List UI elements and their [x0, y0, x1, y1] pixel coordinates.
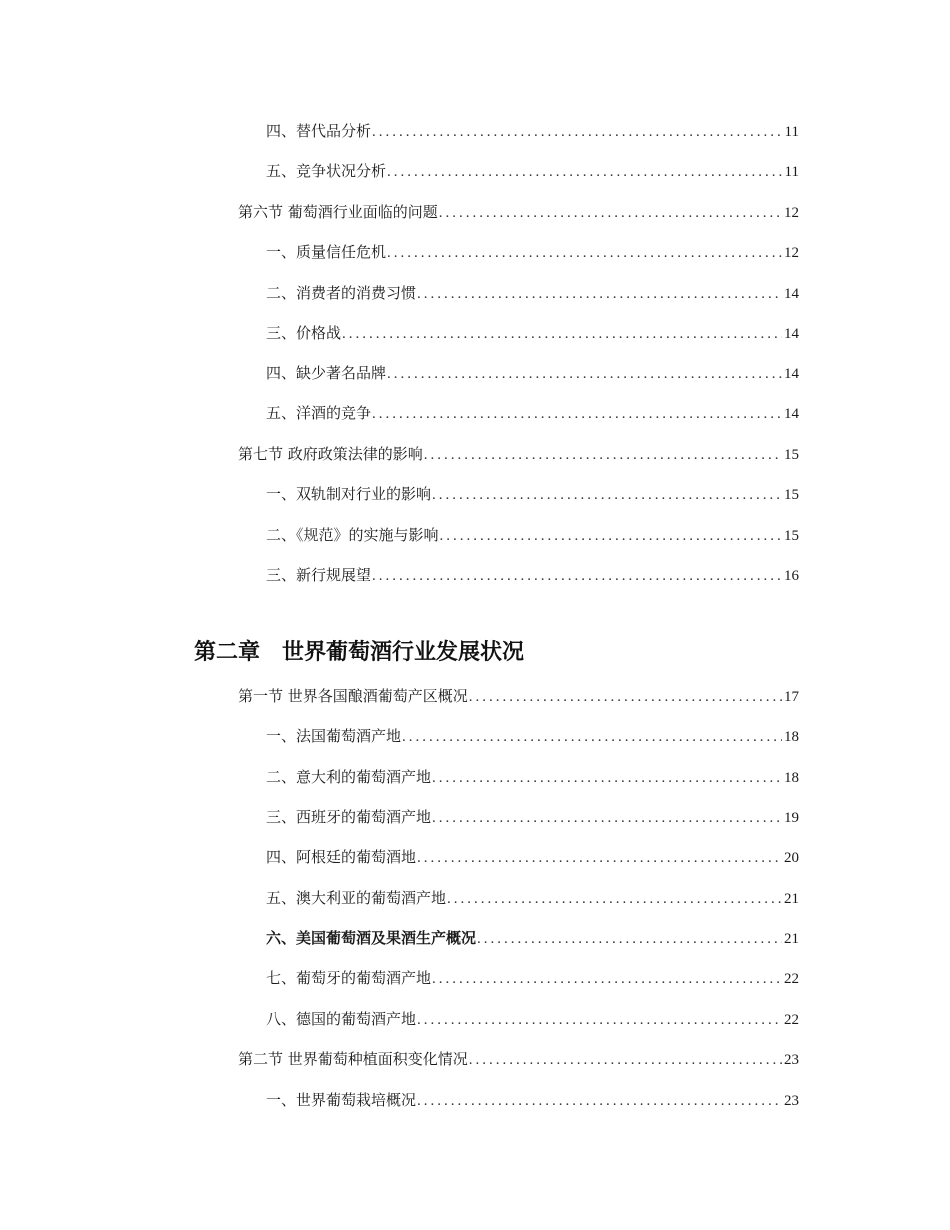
toc-entry-label: 五、竞争状况分析	[266, 162, 387, 180]
dot-leader	[372, 566, 782, 586]
toc-entry[interactable]	[266, 525, 799, 545]
toc-entry-label: 二、消费者的消费习惯	[266, 284, 417, 302]
toc-entry[interactable]	[266, 847, 799, 867]
dot-leader	[477, 929, 782, 949]
toc-entry-page: 17	[784, 689, 799, 705]
dot-leader	[387, 243, 782, 263]
toc-entry-label: 七、葡萄牙的葡萄酒产地	[266, 969, 432, 987]
toc-entry-page: 19	[784, 810, 799, 826]
toc-entry-label: 一、法国葡萄酒产地	[266, 727, 402, 745]
dot-leader	[447, 889, 782, 909]
toc-entry[interactable]	[266, 1009, 799, 1029]
toc-entry[interactable]	[238, 202, 799, 222]
dot-leader	[432, 808, 782, 828]
toc-entry-page: 12	[784, 245, 799, 261]
toc-entry-label: 三、西班牙的葡萄酒产地	[266, 808, 432, 826]
dot-leader	[424, 445, 782, 465]
toc-entry-label: 第二节 世界葡萄种植面积变化情况	[238, 1050, 468, 1068]
toc-entry-label: 二、意大利的葡萄酒产地	[266, 768, 432, 786]
toc-entry-page: 15	[784, 487, 799, 503]
toc-entry[interactable]	[266, 968, 799, 988]
dot-leader	[469, 687, 782, 707]
toc-entry-label: 四、阿根廷的葡萄酒地	[266, 848, 417, 866]
toc-entry-label: 三、新行规展望	[266, 566, 372, 584]
toc-entry-label: 一、世界葡萄栽培概况	[266, 1091, 417, 1109]
toc-entry[interactable]	[266, 565, 799, 585]
toc-entry-label: 四、缺少著名品牌	[266, 364, 387, 382]
toc-entry[interactable]	[266, 484, 799, 504]
toc-entry[interactable]	[266, 283, 799, 303]
toc-entry[interactable]	[266, 807, 799, 827]
dot-leader	[440, 526, 782, 546]
toc-entry-page: 14	[784, 406, 799, 422]
toc-entry[interactable]	[238, 1049, 799, 1069]
dot-leader	[417, 1091, 782, 1111]
toc-entry-page: 14	[784, 366, 799, 382]
toc-entry-page: 14	[784, 286, 799, 302]
toc-entry-label: 六、美国葡萄酒及果酒生产概况	[266, 929, 477, 947]
chapter-title: 世界葡萄酒行业发展状况	[282, 640, 525, 665]
toc-entry-page: 23	[784, 1052, 799, 1068]
dot-leader	[432, 485, 782, 505]
toc-entry-page: 15	[784, 528, 799, 544]
toc-entry[interactable]	[266, 767, 799, 787]
dot-leader	[432, 969, 782, 989]
toc-entry-label: 第一节 世界各国酿酒葡萄产区概况	[238, 687, 468, 705]
dot-leader	[342, 324, 782, 344]
toc-entry[interactable]	[238, 444, 799, 464]
chapter-heading[interactable]	[194, 638, 524, 668]
toc-entry-label: 第七节 政府政策法律的影响	[238, 445, 423, 463]
toc-entry-page: 22	[784, 971, 799, 987]
dot-leader	[372, 404, 782, 424]
toc-entry-label: 四、替代品分析	[266, 122, 372, 140]
toc-entry-page: 23	[784, 1093, 799, 1109]
toc-entry[interactable]	[266, 161, 799, 181]
toc-entry-label: 二、《规范》的实施与影响	[266, 526, 439, 544]
dot-leader	[417, 1010, 782, 1030]
toc-entry[interactable]	[266, 121, 799, 141]
toc-entry-label: 三、价格战	[266, 324, 342, 342]
dot-leader	[402, 727, 782, 747]
dot-leader	[432, 768, 782, 788]
toc-entry-label: 第六节 葡萄酒行业面临的问题	[238, 203, 438, 221]
dot-leader	[439, 203, 782, 223]
toc-entry-page: 21	[784, 931, 799, 947]
toc-entry[interactable]	[266, 242, 799, 262]
toc-entry[interactable]	[266, 1090, 799, 1110]
toc-entry[interactable]	[238, 686, 799, 706]
toc-entry-page: 20	[784, 850, 799, 866]
toc-entry-page: 15	[784, 447, 799, 463]
toc-entry[interactable]	[266, 363, 799, 383]
dot-leader	[417, 848, 782, 868]
toc-entry-page: 18	[784, 729, 799, 745]
toc-entry-page: 16	[784, 568, 799, 584]
dot-leader	[417, 284, 782, 304]
dot-leader	[387, 162, 783, 182]
toc-entry[interactable]	[266, 726, 799, 746]
toc-entry-label: 五、澳大利亚的葡萄酒产地	[266, 889, 447, 907]
dot-leader	[372, 122, 783, 142]
dot-leader	[469, 1050, 782, 1070]
toc-entry-label: 一、质量信任危机	[266, 243, 387, 261]
toc-entry-page: 12	[784, 205, 799, 221]
toc-entry-label: 八、德国的葡萄酒产地	[266, 1010, 417, 1028]
toc-entry-page: 11	[784, 164, 799, 180]
toc-entry-page: 14	[784, 326, 799, 342]
toc-entry-label: 五、洋酒的竞争	[266, 404, 372, 422]
toc-entry-page: 22	[784, 1012, 799, 1028]
toc-entry[interactable]	[266, 928, 799, 948]
chapter-number: 第二章	[194, 640, 261, 665]
dot-leader	[387, 364, 782, 384]
toc-entry-page: 11	[784, 124, 799, 140]
toc-entry-label: 一、双轨制对行业的影响	[266, 485, 432, 503]
toc-entry-page: 21	[784, 891, 799, 907]
toc-entry-page: 18	[784, 770, 799, 786]
toc-entry[interactable]	[266, 403, 799, 423]
toc-entry[interactable]	[266, 323, 799, 343]
toc-entry[interactable]	[266, 888, 799, 908]
